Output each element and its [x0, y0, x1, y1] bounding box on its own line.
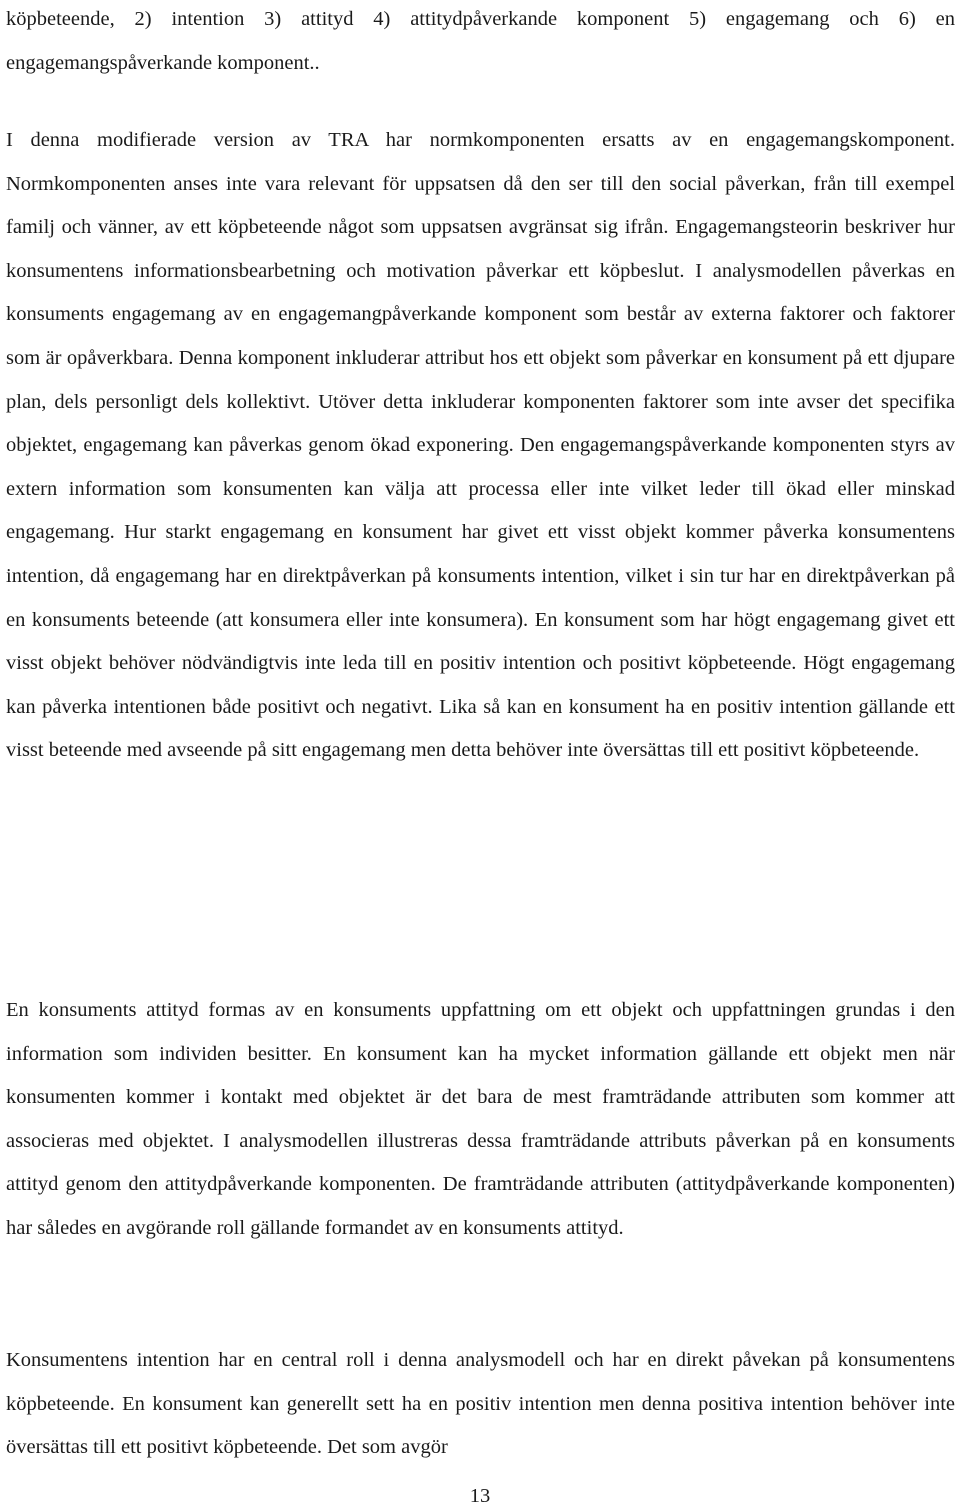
paragraph-2: I denna modifierade version av TRA har normkomponenten ersatts av en engagemangskomponent. Normkomponenten anses inte vara relevant för uppsatsen då den ser till den social påverkan, från till exempel familj och vänner, av ett köpbeteende något som uppsatsen avgränsat sig ifrån. Engagemangsteorin beskriver hur konsumentens informationsbearbetning och motivation påverkar ett köpbeslut. I analysmodellen påverkas en konsuments engagemang av en engagemangpåverkande komponent som består av externa faktorer och faktorer som är opåverkbara. Denna komponent inkluderar attribut hos ett objekt som påverkar en konsument på ett djupare plan, dels personligt dels kollektivt. Utöver detta inkluderar komponenten faktorer som inte avser det specifika objektet, engagemang kan påverkas genom ökad exponering. Den engagemangspåverkande komponenten styrs av extern information som konsumenten kan välja att processa eller inte vilket leder till ökad eller minskad engagemang. Hur starkt engagemang en konsument har givet ett visst objekt kommer påverka konsumentens intention, då engagemang har en direktpåverkan på konsuments intention, vilket i sin tur har en direktpåverkan på en konsuments beteende (att konsumera eller inte konsumera). En konsument som har högt engagemang givet ett visst objekt behöver nödvändigtvis inte leda till en positiv intention och positivt köpbeteende. Högt engagemang kan påverka intentionen både positivt och negativt. Lika så kan en konsument ha en positiv intention gällande ett visst beteende med avseende på sitt engagemang men detta behöver inte översättas till ett positivt köpbeteende.	[6, 129, 955, 762]
paragraph-3: En konsuments attityd formas av en konsuments uppfattning om ett objekt och uppfattningen grundas i den information som individen besitter. En konsument kan ha mycket information gällande ett objekt men när konsumenten kommer i kontakt med objektet är det bara de mest framträdande attributen som kommer att associeras med objektet. I analysmodellen illustreras dessa framträdande attributs påverkan på en konsuments attityd genom den attitydpåverkande komponenten. De framträdande attributen (attitydpåverkande komponenten) har således en avgörande roll gällande formandet av en konsuments attityd.	[6, 999, 955, 1239]
page-number: 13	[469, 1485, 491, 1507]
paragraph-1: köpbeteende, 2) intention 3) attityd 4) attitydpåverkande komponent 5) engagemang och 6) en engagemangspåverkande komponent..	[6, 8, 955, 74]
paragraph-4: Konsumentens intention har en central roll i denna analysmodell och har en direkt påvekan på konsumentens köpbeteende. En konsument kan generellt sett ha en positiv intention men denna positiva intention behöver inte översättas till ett positivt köpbeteende. Det som avgör	[6, 1349, 955, 1459]
